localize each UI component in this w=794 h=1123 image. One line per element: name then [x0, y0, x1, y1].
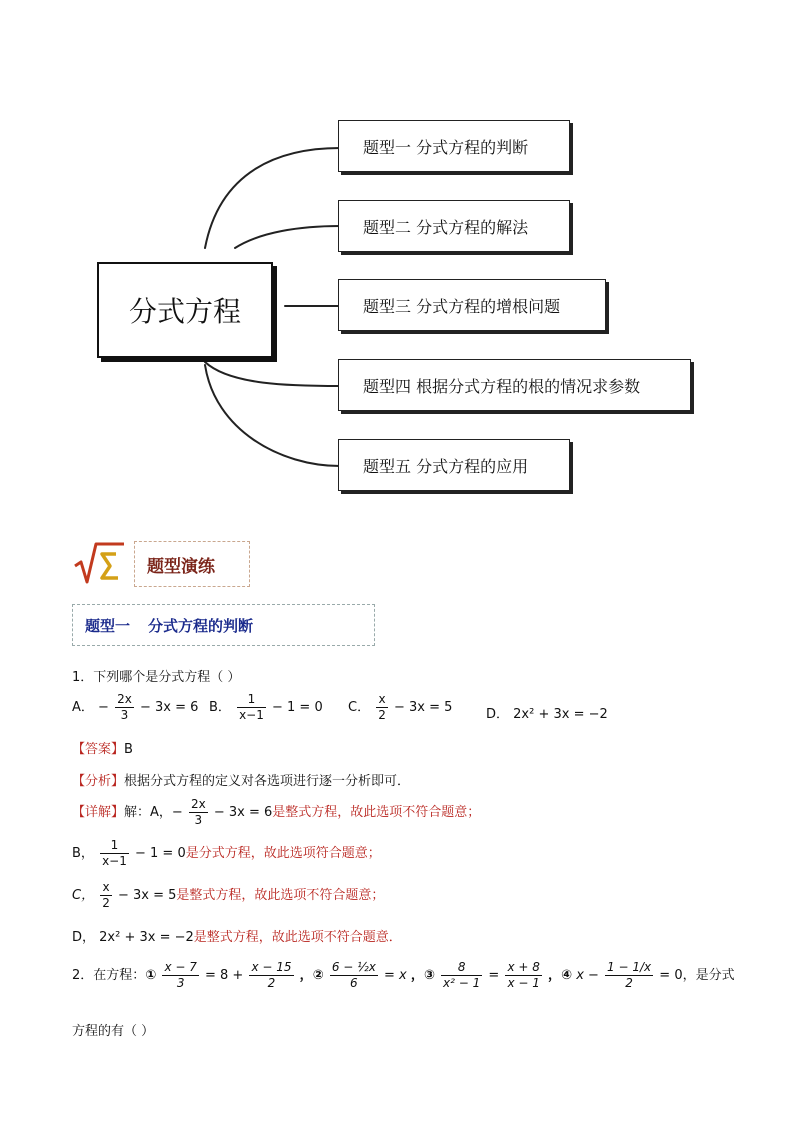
- q1-detail-c: [72, 880, 384, 911]
- sqrt-sigma-icon: [72, 540, 126, 588]
- q1-option-c: [348, 692, 452, 723]
- q2-stem-line2: 方程的有（ ）: [72, 1024, 155, 1039]
- q1-option-d: [486, 703, 608, 722]
- detail-c-fraction: $\frac{x}{2}$: [102, 880, 110, 910]
- option-d-text: 2x² + 3x = −2: [513, 707, 608, 722]
- eq1-fraction-2: $\frac{x - 15}{2}$: [251, 960, 292, 990]
- detail-d-pre: D，: [72, 930, 96, 945]
- connector-2: [235, 226, 340, 248]
- q2-stem-post: ，是分式: [682, 968, 735, 983]
- type-heading: [72, 604, 375, 646]
- option-b-fraction: $\frac{1}{x-1}$: [239, 692, 264, 722]
- q1-analysis: [72, 770, 410, 789]
- detail-c-text: 是整式方程，故此选项不符合题意；: [176, 888, 385, 903]
- option-a-sign: −: [98, 700, 109, 715]
- connector-5: [205, 365, 340, 466]
- answer-value: B: [124, 742, 133, 757]
- type-label: 题型一: [85, 616, 131, 635]
- analysis-tag: 【分析】: [72, 774, 125, 789]
- detail-a-text: 是整式方程，故此选项不符合题意；: [272, 805, 481, 820]
- mindmap-branch-3: 题型三 分式方程的增根问题: [338, 279, 606, 331]
- eq3-fraction-2: $\frac{x + 8}{x - 1}$: [507, 960, 540, 990]
- option-a-label: A．: [72, 700, 94, 715]
- eq1-mid: = 8 +: [205, 968, 244, 983]
- detail-a-fraction: $\frac{2x}{3}$: [190, 797, 206, 827]
- eq1-fraction-1: $\frac{x - 7}{3}$: [164, 960, 197, 990]
- detail-b-eq: − 1 = 0: [135, 846, 186, 861]
- option-c-rest: − 3x = 5: [394, 700, 453, 715]
- q2-stem: [72, 960, 735, 991]
- option-c-fraction: $\frac{x}{2}$: [378, 692, 386, 722]
- option-a-fraction: $\frac{2x}{3}$: [117, 692, 132, 722]
- section-title: 题型演练: [134, 541, 250, 587]
- q1-stem: 1．下列哪个是分式方程（ ）: [72, 670, 241, 685]
- q1-option-a: [72, 692, 198, 723]
- eq3-fraction-1: $\frac{8}{\text{x² − 1}}$: [443, 960, 481, 990]
- q1-detail-b: [72, 838, 381, 869]
- detail-d-eq: 2x² + 3x = −2: [99, 930, 194, 945]
- q1-option-b: [209, 692, 323, 723]
- eq2-fraction: $\frac{\text{6 − ½x}}{6}$: [331, 960, 376, 990]
- q1-detail-a: [72, 797, 480, 828]
- detail-b-text: 是分式方程，故此选项符合题意；: [185, 846, 381, 861]
- analysis-text: 根据分式方程的定义对各选项进行逐一分析即可．: [124, 774, 411, 789]
- q2-stem-pre: 2．在方程：: [72, 968, 146, 983]
- detail-b-fraction: $\frac{1}{x-1}$: [102, 838, 127, 868]
- eq4-pre: x −: [576, 968, 599, 983]
- detail-d-text: 是整式方程，故此选项不符合题意．: [193, 930, 402, 945]
- mindmap-branch-5: 题型五 分式方程的应用: [338, 439, 570, 491]
- detail-b-pre: B，: [72, 846, 94, 861]
- detail-a-pre: 解：A，−: [124, 805, 183, 820]
- eq3-mark: ，③: [410, 968, 435, 983]
- mindmap-branch-2: 题型二 分式方程的解法: [338, 200, 570, 252]
- detail-c-eq: − 3x = 5: [118, 888, 177, 903]
- eq4-fraction: $\frac{1 - 1/x}{2}$: [607, 960, 652, 990]
- detail-tag: 【详解】: [72, 805, 125, 820]
- eq4-mark: ，④: [548, 968, 573, 983]
- eq3-mid: =: [488, 968, 500, 983]
- option-d-label: D．: [486, 707, 510, 722]
- detail-c-pre: C，: [72, 888, 95, 903]
- type-title: 分式方程的判断: [148, 616, 254, 635]
- option-b-label: B．: [209, 700, 231, 715]
- eq4-post: = 0: [659, 968, 683, 983]
- eq2-mark: ，②: [299, 968, 324, 983]
- q1-detail-d: [72, 926, 402, 945]
- q1-answer: [72, 738, 133, 757]
- eq1-mark: ①: [145, 968, 157, 983]
- option-b-rest: − 1 = 0: [272, 700, 323, 715]
- option-c-label: C．: [348, 700, 371, 715]
- eq2-post: = x: [384, 968, 407, 983]
- mindmap-branch-1: 题型一 分式方程的判断: [338, 120, 570, 172]
- option-a-rest: − 3x = 6: [139, 700, 199, 715]
- mindmap-center: 分式方程: [97, 262, 273, 358]
- connector-4: [205, 362, 340, 386]
- detail-a-eq: − 3x = 6: [213, 805, 273, 820]
- answer-tag: 【答案】: [72, 742, 125, 757]
- mindmap-branch-4: 题型四 根据分式方程的根的情况求参数: [338, 359, 691, 411]
